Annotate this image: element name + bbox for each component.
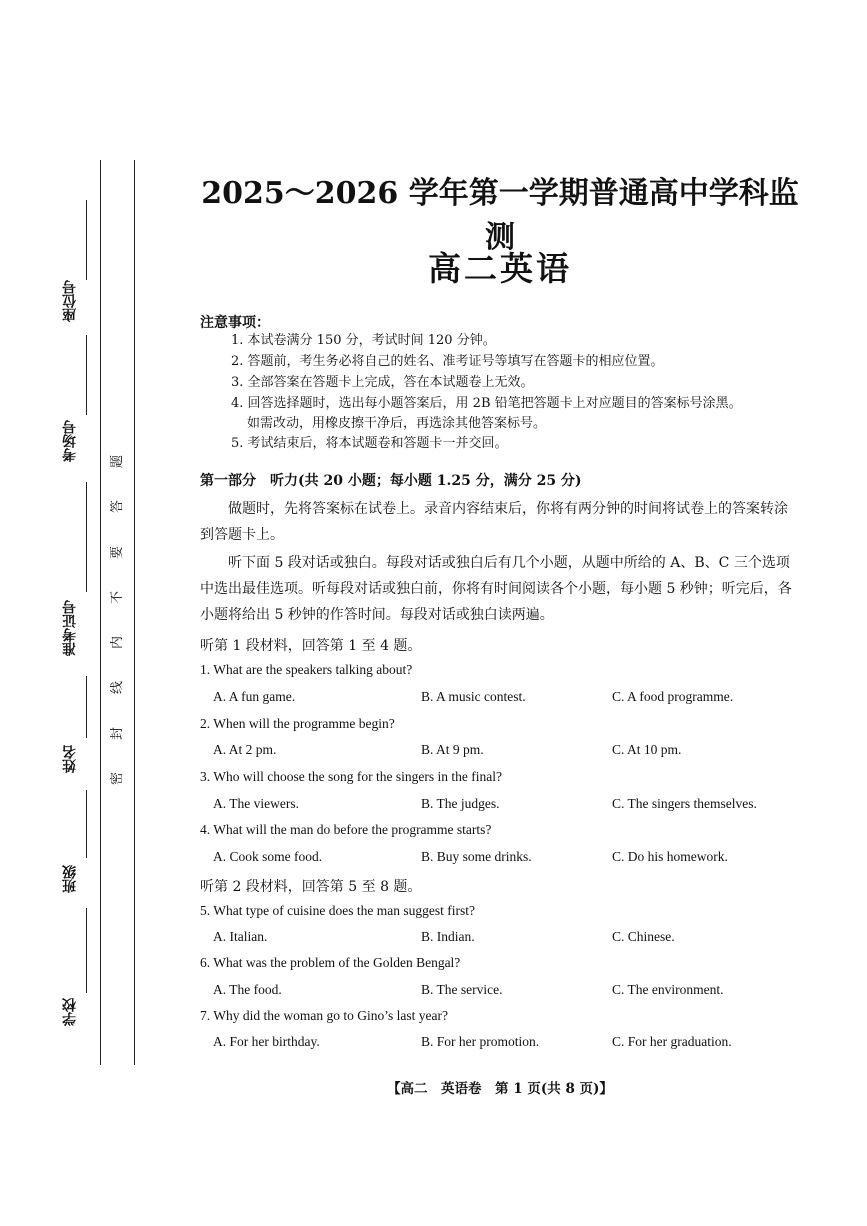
name-field: [60, 745, 90, 785]
question-stem: 1. What are the speakers talking about?: [200, 662, 413, 677]
notice-item: 4. 回答选择题时，选出每小题答案后，用 2B 铅笔把答题卡上对应题目的答案标号涂黑。: [231, 396, 742, 411]
notice-item: 1. 本试卷满分 150 分，考试时间 120 分钟。: [231, 333, 496, 348]
option-c: C. The environment.: [612, 982, 724, 997]
seal-char: 线: [110, 681, 126, 695]
margin-line-outer: [100, 160, 101, 1065]
class-field: [60, 865, 90, 905]
exam-room-label: 考场号: [62, 420, 78, 462]
exam-title: 2025～2026 学年第一学期普通高中学科监测: [201, 176, 799, 255]
seal-char: 不: [110, 590, 126, 604]
option-c: C. For her graduation.: [612, 1034, 732, 1049]
school-field: [60, 998, 90, 1038]
instruction-paragraph: 做题时，先将答案标在试卷上。录音内容结束后，你将有两分钟的时间将试卷上的答案转涂到答题卡上。: [200, 501, 788, 543]
seat-number-label: 座位号: [62, 280, 78, 322]
name-underline: [86, 676, 87, 738]
seal-char: 封: [110, 726, 126, 740]
class-label: 班级: [62, 865, 78, 893]
school-label: 学校: [62, 998, 78, 1026]
instruction-paragraph: 听下面 5 段对话或独白。每段对话或独白后有几个小题，从题中所给的 A、B、C 三个选项中选出最佳选项。听每段对话或独白前，你将有时间阅读各个小题，每小题 5 秒钟；听完后，各小题将给出 5 秒钟的作答时间。每段对话或独白读两遍。: [200, 555, 792, 623]
page-footer: 【高二 英语卷 第 1 页(共 8 页)】: [387, 1081, 613, 1097]
option-c: C. The singers themselves.: [612, 796, 757, 811]
notice-item: 5. 考试结束后，将本试题卷和答题卡一并交回。: [231, 436, 508, 451]
name-label: 姓名: [62, 745, 78, 773]
seal-char: 题: [110, 454, 126, 469]
option-b: B. For her promotion.: [421, 1034, 540, 1049]
option-a: A. A fun game.: [213, 689, 296, 704]
notice-item: 如需改动，用橡皮擦干净后，再选涂其他答案标号。: [247, 416, 547, 431]
option-c: C. At 10 pm.: [612, 742, 682, 757]
seal-char: 答: [110, 500, 126, 514]
admission-number-label: 准考证号: [62, 600, 78, 656]
exam-subject: 高二英语: [428, 249, 572, 288]
seal-char: 内: [110, 636, 126, 650]
option-b: B. Buy some drinks.: [421, 849, 532, 864]
option-c: C. Chinese.: [612, 929, 675, 944]
question-stem: 7. Why did the woman go to Gino’s last year?: [200, 1008, 448, 1023]
admission-number-field: [60, 600, 90, 670]
seal-line-text: [110, 455, 126, 785]
option-c: C. Do his homework.: [612, 849, 728, 864]
question-stem: 6. What was the problem of the Golden Bengal?: [200, 955, 461, 970]
question-stem: 4. What will the man do before the programme starts?: [200, 822, 492, 837]
school-underline: [86, 908, 87, 993]
option-b: B. At 9 pm.: [421, 742, 484, 757]
option-b: B. The service.: [421, 982, 503, 997]
option-a: A. The viewers.: [213, 796, 299, 811]
class-underline: [86, 790, 87, 858]
option-a: A. Cook some food.: [213, 849, 323, 864]
option-a: A. Italian.: [213, 929, 268, 944]
option-b: B. A music contest.: [421, 689, 526, 704]
exam-room-field: [60, 420, 90, 480]
question-stem: 2. When will the programme begin?: [200, 716, 395, 731]
exam-room-underline: [86, 335, 87, 415]
seat-number-underline: [86, 200, 87, 280]
question-stem: 3. Who will choose the song for the singers in the final?: [200, 769, 502, 784]
option-a: A. For her birthday.: [213, 1034, 320, 1049]
material-instruction: 听第 2 段材料，回答第 5 至 8 题。: [200, 879, 422, 895]
seal-char: 要: [110, 545, 126, 559]
option-a: A. At 2 pm.: [213, 742, 277, 757]
notice-item: 2. 答题前，考生务必将自己的姓名、准考证号等填写在答题卡的相应位置。: [231, 354, 664, 369]
notice-heading: 注意事项：: [200, 315, 270, 331]
section-heading: 第一部分 听力(共 20 小题；每小题 1.25 分，满分 25 分): [200, 473, 582, 489]
material-instruction: 听第 1 段材料，回答第 1 至 4 题。: [200, 638, 422, 654]
question-stem: 5. What type of cuisine does the man suggest first?: [200, 903, 475, 918]
notice-item: 3. 全部答案在答题卡上完成，答在本试题卷上无效。: [231, 375, 534, 390]
option-b: B. Indian.: [421, 929, 475, 944]
seal-char: 密: [110, 771, 126, 785]
admission-number-underline: [86, 482, 87, 592]
option-a: A. The food.: [213, 982, 282, 997]
option-b: B. The judges.: [421, 796, 500, 811]
option-c: C. A food programme.: [612, 689, 734, 704]
margin-line-inner: [134, 160, 135, 1065]
